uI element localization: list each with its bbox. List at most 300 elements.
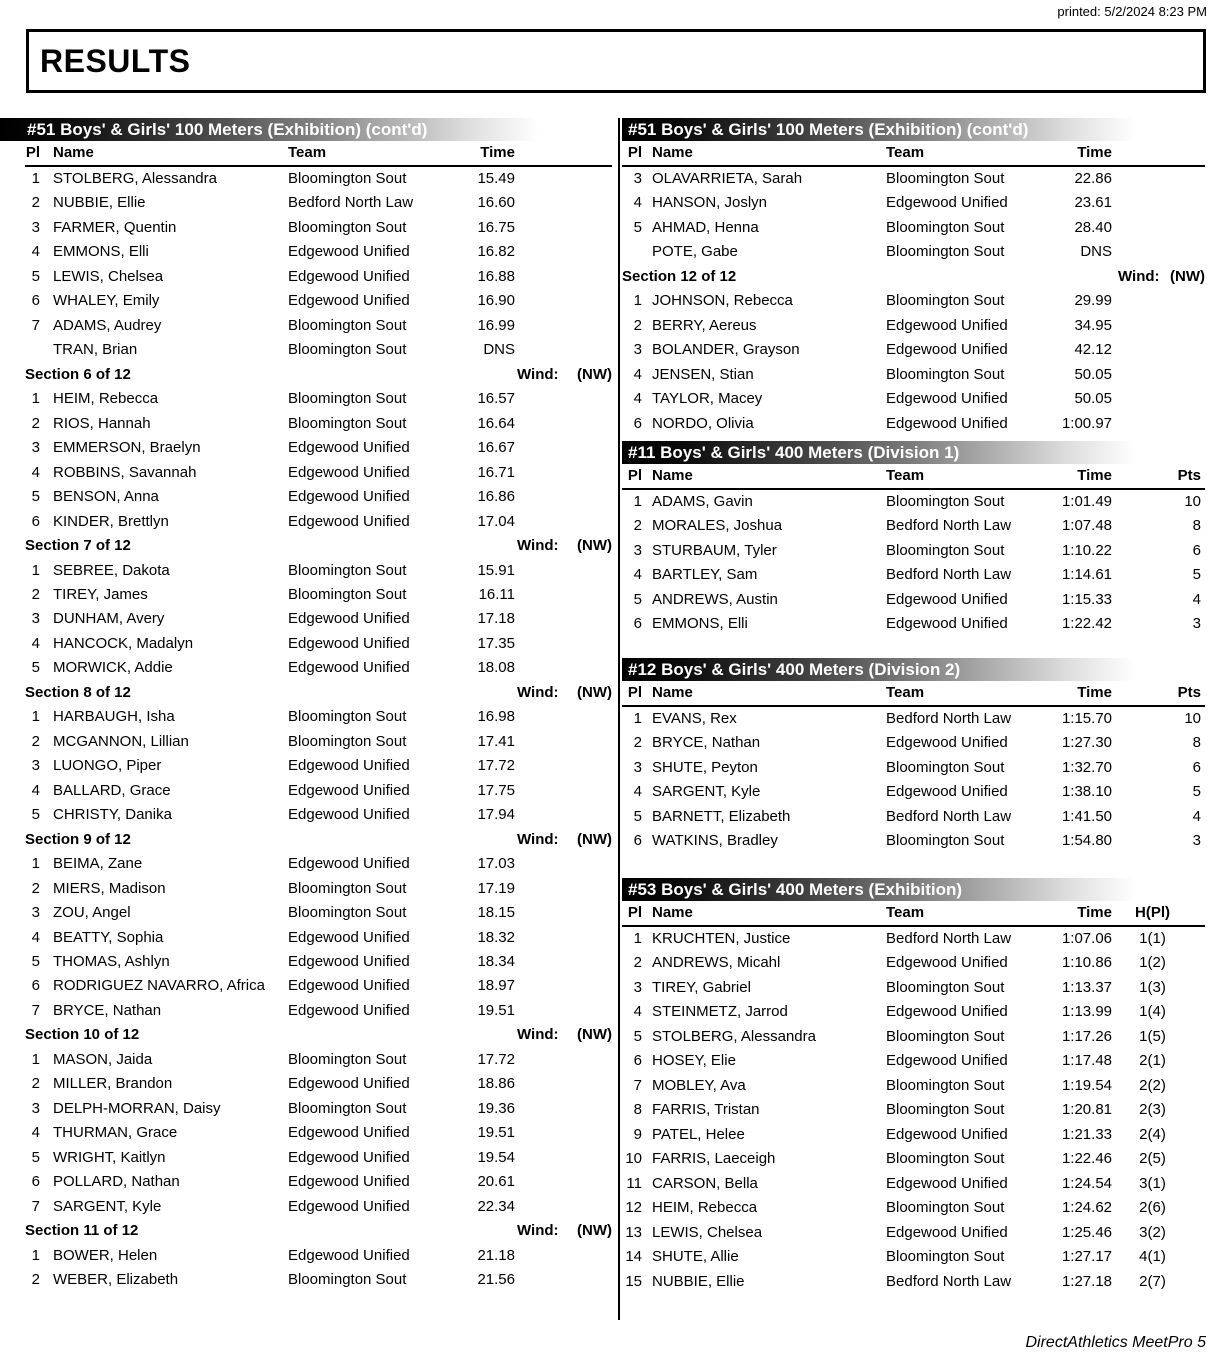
team-name: Bloomington Sout	[288, 904, 407, 922]
team-name: Bloomington Sout	[288, 316, 407, 334]
event-title-bar	[622, 878, 1205, 901]
place-value: 6	[31, 1173, 40, 1191]
team-name: Bloomington Sout	[886, 170, 1005, 187]
extra-value: 1(2)	[1139, 954, 1166, 972]
time-value: 1:22.42	[1061, 615, 1112, 633]
col-header-extra: H(Pl)	[1135, 904, 1170, 921]
team-name: Bloomington Sout	[288, 1050, 407, 1068]
result-row	[25, 559, 612, 583]
section-row	[25, 1023, 612, 1047]
extra-value: 8	[1192, 734, 1201, 752]
event-title: #11 Boys' & Girls' 400 Meters (Division 1)	[628, 443, 960, 462]
wind-info	[517, 534, 612, 558]
place-value: 5	[31, 488, 40, 506]
time-value: 1:17.48	[1061, 1052, 1112, 1070]
time-value: 29.99	[1074, 292, 1112, 310]
place-value: 1	[633, 292, 642, 310]
team-name: Edgewood Unified	[288, 953, 410, 970]
athlete-name: SHUTE, Allie	[652, 1248, 739, 1266]
result-row	[622, 707, 1205, 731]
time-value: 18.08	[477, 659, 515, 677]
result-row	[25, 338, 612, 362]
athlete-name: WRIGHT, Kaitlyn	[53, 1148, 166, 1166]
place-value: 12	[625, 1199, 642, 1217]
extra-value: 1(4)	[1139, 1003, 1166, 1021]
extra-value: 6	[1192, 541, 1201, 559]
place-value: 6	[31, 977, 40, 995]
wind-label: Wind:	[517, 683, 559, 701]
athlete-name: MASON, Jaida	[53, 1050, 153, 1068]
result-row	[25, 240, 612, 264]
athlete-name: NORDO, Olivia	[652, 414, 754, 432]
section-row	[25, 363, 612, 387]
place-value: 1	[31, 855, 40, 873]
result-row	[622, 539, 1205, 563]
place-value: 1	[31, 708, 40, 726]
event-results-table	[622, 441, 1205, 637]
result-row	[622, 731, 1205, 755]
col-header-extra: Pts	[1177, 467, 1201, 484]
result-row	[25, 387, 612, 411]
place-value: 5	[31, 1148, 40, 1166]
team-name: Bloomington Sout	[288, 170, 407, 187]
athlete-name: PATEL, Helee	[652, 1125, 745, 1143]
extra-value	[515, 803, 612, 827]
result-row	[25, 779, 612, 803]
athlete-name: HANSON, Joslyn	[652, 194, 768, 212]
time-value: 1:32.70	[1061, 758, 1112, 776]
place-value: 1	[31, 1246, 40, 1264]
team-name: Bedford North Law	[886, 710, 1012, 727]
athlete-name: SARGENT, Kyle	[53, 1197, 162, 1215]
place-value	[622, 240, 642, 264]
extra-value	[1112, 191, 1205, 215]
result-row	[25, 730, 612, 754]
col-header-place: Pl	[627, 467, 642, 484]
team-name: Edgewood Unified	[886, 954, 1008, 972]
athlete-name: DUNHAM, Avery	[53, 610, 165, 628]
team-name: Bloomington Sout	[886, 978, 1005, 996]
team-name: Edgewood Unified	[288, 1246, 410, 1264]
extra-value	[515, 1195, 612, 1219]
athlete-name: SARGENT, Kyle	[652, 783, 761, 801]
result-row	[622, 976, 1205, 1000]
time-value: 16.99	[477, 316, 515, 334]
result-row	[25, 999, 612, 1023]
place-value: 3	[31, 904, 40, 922]
place-value	[25, 338, 40, 362]
col-header-team: Team	[288, 144, 327, 161]
team-name: Bloomington Sout	[886, 1101, 1005, 1119]
time-value: 1:27.17	[1061, 1248, 1112, 1266]
result-row	[25, 510, 612, 534]
team-name: Bloomington Sout	[886, 243, 1005, 261]
col-header-time: Time	[1077, 467, 1112, 484]
section-label: Section 10 of 12	[25, 1026, 140, 1044]
athlete-name: HANCOCK, Madalyn	[53, 634, 194, 652]
place-value: 1	[31, 561, 40, 579]
time-value: 19.51	[477, 1001, 515, 1019]
extra-value	[515, 216, 612, 240]
extra-value	[515, 1244, 612, 1268]
athlete-name: BENSON, Anna	[53, 488, 159, 506]
place-value: 15	[625, 1272, 642, 1290]
team-name: Edgewood Unified	[886, 783, 1008, 801]
event-results-table	[622, 878, 1205, 1294]
team-name: Edgewood Unified	[886, 734, 1008, 752]
athlete-name: LUONGO, Piper	[53, 757, 162, 775]
extra-value: 8	[1192, 517, 1201, 535]
athlete-name: JOHNSON, Rebecca	[652, 292, 793, 310]
page-title: RESULTS	[40, 42, 191, 79]
place-value: 5	[31, 659, 40, 677]
team-name: Bloomington Sout	[886, 1150, 1005, 1168]
place-value: 4	[31, 1124, 40, 1142]
extra-value	[515, 289, 612, 313]
place-value: 1	[633, 493, 642, 510]
result-row	[25, 1072, 612, 1096]
result-row	[25, 461, 612, 485]
place-value: 3	[633, 341, 642, 359]
wind-value: (NW)	[577, 1026, 612, 1044]
col-header-place: Pl	[627, 144, 642, 161]
team-name: Bloomington Sout	[886, 218, 1005, 236]
team-name: Edgewood Unified	[886, 1052, 1008, 1070]
extra-value	[1112, 387, 1205, 411]
place-value: 4	[633, 365, 642, 383]
extra-value	[515, 901, 612, 925]
extra-value	[515, 999, 612, 1023]
place-value: 6	[633, 615, 642, 633]
col-header-team: Team	[886, 467, 925, 484]
team-name: Edgewood Unified	[288, 488, 410, 506]
wind-label: Wind:	[517, 830, 559, 848]
section-label: Section 11 of 12	[25, 1222, 139, 1240]
results-header-box	[26, 29, 1206, 93]
result-row	[25, 1048, 612, 1072]
place-value: 4	[31, 463, 40, 481]
place-value: 10	[625, 1150, 642, 1168]
place-value: 5	[633, 218, 642, 236]
place-value: 13	[625, 1223, 642, 1241]
time-value: 16.75	[477, 218, 515, 236]
extra-value	[1112, 289, 1205, 313]
athlete-name: CARSON, Bella	[652, 1174, 758, 1192]
place-value: 1	[31, 390, 40, 408]
extra-value	[515, 583, 612, 607]
extra-value: 10	[1184, 710, 1201, 727]
athlete-name: AHMAD, Henna	[652, 218, 759, 236]
result-row	[25, 901, 612, 925]
place-value: 2	[31, 732, 40, 750]
result-row	[25, 803, 612, 827]
event-title-bar	[622, 118, 1205, 141]
team-name: Edgewood Unified	[288, 512, 410, 530]
place-value: 2	[633, 954, 642, 972]
team-name: Bloomington Sout	[288, 732, 407, 750]
athlete-name: BARTLEY, Sam	[652, 566, 758, 584]
result-row	[622, 289, 1205, 313]
place-value: 5	[633, 1027, 642, 1045]
athlete-name: POTE, Gabe	[652, 243, 738, 261]
place-value: 4	[31, 781, 40, 799]
team-name: Bloomington Sout	[886, 541, 1005, 559]
result-row	[622, 387, 1205, 411]
extra-value	[515, 1048, 612, 1072]
extra-value: 4(1)	[1139, 1248, 1166, 1266]
results-header-row	[622, 901, 1205, 927]
result-row	[622, 1025, 1205, 1049]
time-value: 1:10.22	[1061, 541, 1112, 559]
place-value: 3	[633, 541, 642, 559]
time-value: 17.04	[477, 512, 515, 530]
place-value: 4	[633, 783, 642, 801]
time-value: 18.34	[477, 953, 515, 970]
result-row	[25, 1268, 612, 1292]
team-name: Bloomington Sout	[288, 708, 407, 726]
extra-value	[1112, 216, 1205, 240]
extra-value	[515, 240, 612, 264]
place-value: 3	[31, 1099, 40, 1117]
result-row	[25, 974, 612, 998]
extra-value	[515, 167, 612, 191]
result-row	[25, 314, 612, 338]
time-value: 16.90	[477, 292, 515, 310]
col-header-name: Name	[53, 144, 94, 161]
athlete-name: POLLARD, Nathan	[53, 1173, 180, 1191]
time-value: 17.72	[477, 1050, 515, 1068]
wind-info	[517, 1023, 612, 1047]
event-title-bar	[622, 441, 1205, 464]
team-name: Edgewood Unified	[886, 1125, 1008, 1143]
result-row	[25, 485, 612, 509]
extra-value	[515, 338, 612, 362]
place-value: 4	[31, 928, 40, 946]
time-value: 19.54	[477, 1148, 515, 1166]
team-name: Bloomington Sout	[886, 365, 1005, 383]
column-divider	[618, 118, 620, 1320]
place-value: 7	[31, 1001, 40, 1019]
time-value: 1:27.30	[1061, 734, 1112, 752]
place-value: 4	[633, 194, 642, 212]
place-value: 6	[633, 1052, 642, 1070]
place-value: 3	[31, 439, 40, 457]
result-row	[622, 951, 1205, 975]
athlete-name: BALLARD, Grace	[53, 781, 171, 799]
col-header-team: Team	[886, 144, 925, 161]
extra-value: 1(1)	[1139, 930, 1166, 947]
event-results-table	[622, 658, 1205, 854]
result-row	[25, 167, 612, 191]
result-row	[25, 705, 612, 729]
time-value: 1:22.46	[1061, 1150, 1112, 1168]
event-results-table	[0, 118, 612, 1293]
results-header-row	[622, 464, 1205, 490]
time-value: 50.05	[1074, 365, 1112, 383]
athlete-name: MIERS, Madison	[53, 879, 166, 897]
time-value: 22.86	[1074, 170, 1112, 187]
result-row	[622, 338, 1205, 362]
athlete-name: BEATTY, Sophia	[53, 928, 164, 946]
team-name: Bedford North Law	[886, 517, 1012, 535]
result-row	[25, 191, 612, 215]
place-value: 2	[633, 517, 642, 535]
team-name: Edgewood Unified	[886, 590, 1008, 608]
athlete-name: ANDREWS, Austin	[652, 590, 778, 608]
col-header-name: Name	[652, 684, 693, 701]
place-value: 2	[633, 734, 642, 752]
time-value: 16.71	[477, 463, 515, 481]
extra-value	[515, 1146, 612, 1170]
extra-value	[515, 1121, 612, 1145]
athlete-name: BRYCE, Nathan	[53, 1001, 162, 1019]
extra-value	[515, 412, 612, 436]
results-header-row	[622, 681, 1205, 707]
time-value: 1:14.61	[1061, 566, 1112, 584]
athlete-name: EMMONS, Elli	[53, 243, 149, 261]
team-name: Bloomington Sout	[886, 1248, 1005, 1266]
extra-value	[1112, 167, 1205, 191]
place-value: 1	[31, 170, 40, 187]
extra-value	[515, 632, 612, 656]
time-value: 16.82	[477, 243, 515, 261]
result-row	[25, 1244, 612, 1268]
event-title: #51 Boys' & Girls' 100 Meters (Exhibition) (cont'd)	[27, 120, 428, 139]
result-row	[622, 240, 1205, 264]
extra-value	[515, 387, 612, 411]
place-value: 4	[31, 243, 40, 261]
extra-value	[515, 705, 612, 729]
result-row	[25, 289, 612, 313]
result-row	[622, 1049, 1205, 1073]
athlete-name: HARBAUGH, Isha	[53, 708, 175, 726]
place-value: 5	[633, 590, 642, 608]
col-header-time: Time	[1077, 904, 1112, 921]
time-value: 16.86	[477, 488, 515, 506]
athlete-name: TIREY, Gabriel	[652, 978, 751, 996]
wind-value: (NW)	[1170, 267, 1205, 285]
team-name: Edgewood Unified	[886, 194, 1008, 212]
place-value: 5	[31, 953, 40, 970]
extra-value	[515, 314, 612, 338]
time-value: 34.95	[1074, 316, 1112, 334]
time-value: 20.61	[477, 1173, 515, 1191]
software-credit: DirectAthletics MeetPro 5	[1025, 1334, 1206, 1351]
time-value: 16.60	[477, 194, 515, 212]
wind-value: (NW)	[577, 365, 612, 383]
extra-value: 2(3)	[1139, 1101, 1166, 1119]
result-row	[622, 612, 1205, 636]
place-value: 11	[626, 1174, 642, 1192]
team-name: Edgewood Unified	[288, 1075, 410, 1093]
place-value: 2	[633, 316, 642, 334]
time-value: 1:21.33	[1061, 1125, 1112, 1143]
time-value: 17.72	[477, 757, 515, 775]
extra-value	[515, 485, 612, 509]
place-value: 2	[31, 879, 40, 897]
result-row	[622, 216, 1205, 240]
result-row	[25, 926, 612, 950]
wind-info	[517, 363, 612, 387]
time-value: 1:07.06	[1061, 930, 1112, 947]
athlete-name: MOBLEY, Ava	[652, 1076, 746, 1094]
result-row	[622, 363, 1205, 387]
extra-value	[515, 607, 612, 631]
result-row	[25, 1097, 612, 1121]
extra-value	[515, 559, 612, 583]
col-header-time: Time	[1077, 144, 1112, 161]
team-name: Edgewood Unified	[288, 439, 410, 457]
team-name: Bloomington Sout	[288, 585, 407, 603]
time-value: 1:24.62	[1061, 1199, 1112, 1217]
athlete-name: MORALES, Joshua	[652, 517, 783, 535]
place-value: 7	[31, 1197, 40, 1215]
result-row	[622, 514, 1205, 538]
team-name: Edgewood Unified	[886, 316, 1008, 334]
team-name: Bloomington Sout	[288, 1099, 407, 1117]
time-value: 19.51	[477, 1124, 515, 1142]
col-header-team: Team	[886, 684, 925, 701]
place-value: 3	[31, 757, 40, 775]
time-value: 1:19.54	[1061, 1076, 1112, 1094]
place-value: 2	[31, 1271, 40, 1289]
col-header-name: Name	[652, 904, 693, 921]
place-value: 2	[31, 1075, 40, 1093]
athlete-name: ROBBINS, Savannah	[53, 463, 197, 481]
athlete-name: EMMONS, Elli	[652, 615, 748, 633]
athlete-name: LEWIS, Chelsea	[53, 267, 164, 285]
extra-value	[515, 1097, 612, 1121]
team-name: Edgewood Unified	[288, 806, 410, 824]
event-title: #12 Boys' & Girls' 400 Meters (Division 2)	[628, 660, 961, 679]
extra-value	[1112, 412, 1205, 436]
result-row	[622, 829, 1205, 853]
time-value: 16.98	[477, 708, 515, 726]
time-value: 1:10.86	[1061, 954, 1112, 972]
athlete-name: BEIMA, Zane	[53, 855, 143, 873]
result-row	[25, 950, 612, 974]
time-value: 17.94	[477, 806, 515, 824]
place-value: 1	[31, 1050, 40, 1068]
event-title-bar	[0, 118, 612, 141]
athlete-name: TRAN, Brian	[53, 341, 138, 359]
team-name: Bloomington Sout	[886, 1076, 1005, 1094]
result-row	[25, 632, 612, 656]
wind-label: Wind:	[517, 537, 559, 555]
extra-value	[515, 1268, 612, 1292]
team-name: Bloomington Sout	[886, 832, 1005, 850]
athlete-name: NUBBIE, Ellie	[652, 1272, 745, 1290]
time-value: 1:54.80	[1061, 832, 1112, 850]
team-name: Edgewood Unified	[288, 928, 410, 946]
result-row	[25, 852, 612, 876]
wind-value: (NW)	[577, 683, 612, 701]
place-value: 4	[633, 1003, 642, 1021]
result-row	[622, 1221, 1205, 1245]
result-row	[622, 314, 1205, 338]
wind-info	[517, 828, 612, 852]
athlete-name: KRUCHTEN, Justice	[652, 930, 791, 947]
time-value: 1:20.81	[1061, 1101, 1112, 1119]
extra-value	[515, 461, 612, 485]
athlete-name: RIOS, Hannah	[53, 414, 151, 432]
extra-value: 2(7)	[1139, 1272, 1166, 1290]
place-value: 6	[633, 414, 642, 432]
place-value: 4	[31, 634, 40, 652]
wind-value: (NW)	[577, 1222, 612, 1240]
extra-value	[1112, 240, 1205, 264]
extra-value	[515, 265, 612, 289]
